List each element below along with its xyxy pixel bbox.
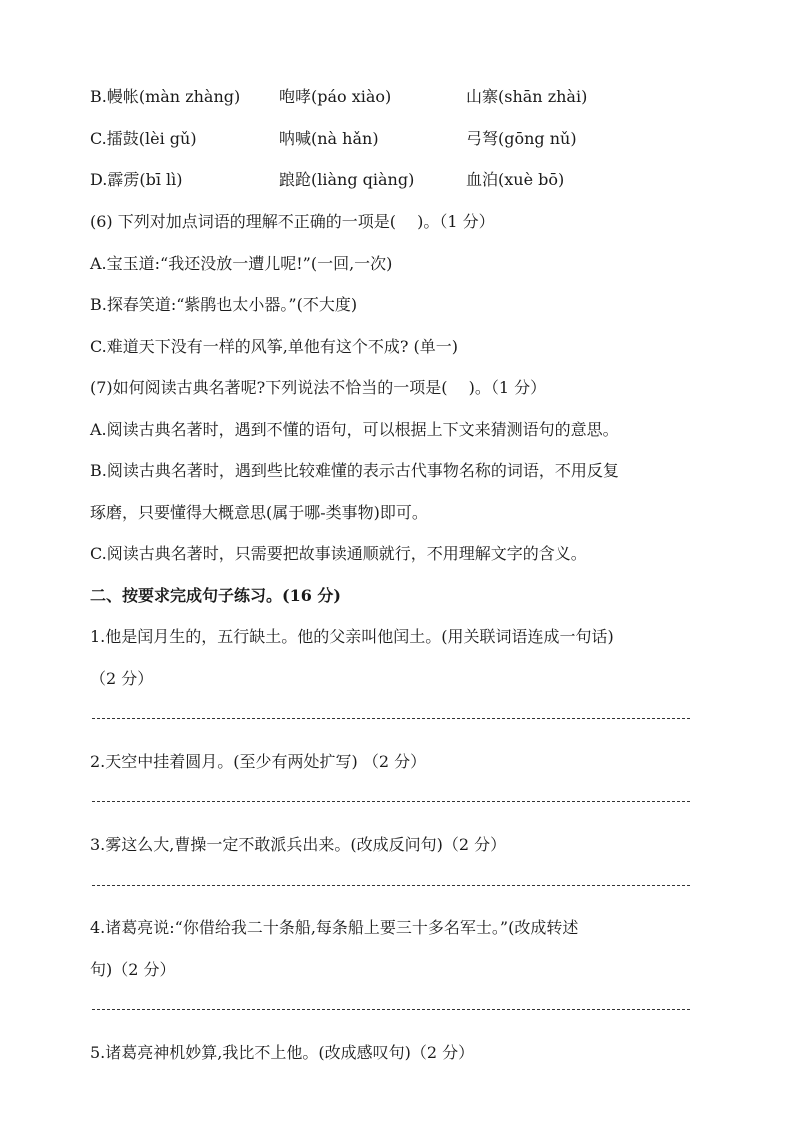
sentence-task-4-cont: 句)（2 分） xyxy=(90,960,176,979)
q7-option-b-cont: 琢磨，只要懂得大概意思(属于哪-类事物)即可。 xyxy=(90,503,428,522)
option-b-word-2: 咆哮(páo xiào) xyxy=(279,87,392,106)
question-7: (7)如何阅读古典名著呢?下列说法不恰当的一项是( )。（1 分） xyxy=(90,378,547,397)
sentence-task-3: 3.雾这么大,曹操一定不敢派兵出来。(改成反问句)（2 分） xyxy=(90,835,507,854)
answer-line-3[interactable] xyxy=(92,885,690,886)
sentence-task-1: 1.他是闰月生的，五行缺土。他的父亲叫他闰土。(用关联词语连成一句话) xyxy=(90,627,614,646)
answer-line-4[interactable] xyxy=(92,1009,690,1010)
q6-option-c: C.难道天下没有一样的风筝,单他有这个不成? (单一) xyxy=(90,337,458,356)
q7-option-c: C.阅读古典名著时，只需要把故事读通顺就行，不用理解文字的含义。 xyxy=(90,544,587,563)
q6-option-b: B.探春笑道:“紫鹃也太小器。”(不大度) xyxy=(90,295,358,314)
section-2-heading: 二、按要求完成句子练习。(16 分) xyxy=(90,586,341,605)
option-b-word-3: 山寨(shān zhài) xyxy=(466,87,588,106)
q6-option-a: A.宝玉道:“我还没放一遭儿呢!”(一回,一次) xyxy=(90,254,393,273)
question-6: (6) 下列对加点词语的理解不正确的一项是( )。（1 分） xyxy=(90,212,495,231)
q7-option-b: B.阅读古典名著时，遇到些比较难懂的表示古代事物名称的词语，不用反复 xyxy=(90,461,619,480)
option-c-word-1: C.擂鼓(lèi gǔ) xyxy=(90,129,197,148)
sentence-task-1-score: （2 分） xyxy=(90,669,154,688)
option-c-word-2: 呐喊(nà hǎn) xyxy=(279,129,379,148)
option-d-word-3: 血泊(xuè bō) xyxy=(466,170,565,189)
sentence-task-2: 2.天空中挂着圆月。(至少有两处扩写) （2 分） xyxy=(90,752,427,771)
option-c-word-3: 弓弩(gōng nǔ) xyxy=(466,129,577,148)
answer-line-2[interactable] xyxy=(92,801,690,802)
answer-line-1[interactable] xyxy=(92,718,690,719)
sentence-task-5: 5.诸葛亮神机妙算,我比不上他。(改成感叹句)（2 分） xyxy=(90,1043,475,1062)
option-d-word-2: 踉跄(liàng qiàng) xyxy=(279,170,415,189)
q7-option-a: A.阅读古典名著时，遇到不懂的语句，可以根据上下文来猜测语句的意思。 xyxy=(90,420,619,439)
option-d-word-1: D.霹雳(bī lì) xyxy=(90,170,183,189)
sentence-task-4: 4.诸葛亮说:“你借给我二十条船,每条船上要三十多名军士。”(改成转述 xyxy=(90,918,579,937)
option-b-word-1: B.幔帐(màn zhàng) xyxy=(90,87,241,106)
